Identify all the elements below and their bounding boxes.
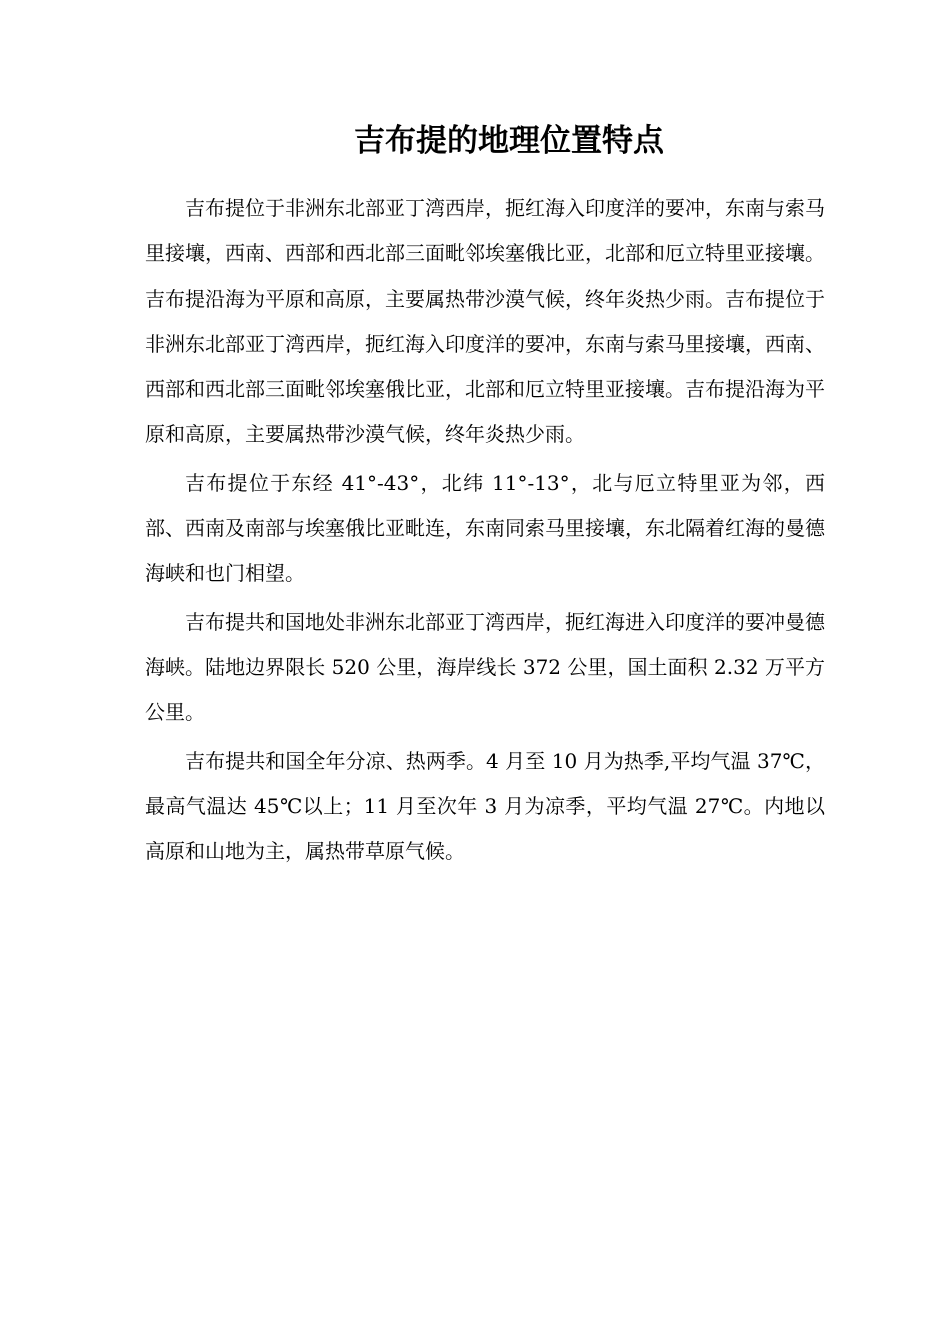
paragraph-climate: 吉布提共和国全年分凉、热两季。4 月至 10 月为热季,平均气温 37℃，最高气温达 45℃以上；11 月至次年 3 月为凉季，平均气温 27℃。内地以高原和山地为主，属热带草原气候。	[145, 748, 825, 864]
paragraph-coordinates: 吉布提位于东经 41°-43°，北纬 11°-13°，北与厄立特里亚为邻，西部、西南及南部与埃塞俄比亚毗连，东南同索马里接壤，东北隔着红海的曼德海峡和也门相望。	[145, 470, 825, 586]
paragraph-location-overview: 吉布提位于非洲东北部亚丁湾西岸，扼红海入印度洋的要冲，东南与索马里接壤，西南、西部和西北部三面毗邻埃塞俄比亚，北部和厄立特里亚接壤。吉布提沿海为平原和高原，主要属热带沙漠气候，终年炎热少雨。吉布提位于非洲东北部亚丁湾西岸，扼红海入印度洋的要冲，东南与索马里接壤，西南、西部和西北部三面毗邻埃塞俄比亚，北部和厄立特里亚接壤。吉布提沿海为平原和高原，主要属热带沙漠气候，终年炎热少雨。	[145, 196, 825, 447]
paragraph-borders-area: 吉布提共和国地处非洲东北部亚丁湾西岸，扼红海进入印度洋的要冲曼德海峡。陆地边界限长 520 公里，海岸线长 372 公里，国土面积 2.32 万平方公里。	[145, 609, 825, 725]
document-title: 吉布提的地理位置特点	[354, 123, 664, 159]
document-body	[145, 186, 825, 877]
